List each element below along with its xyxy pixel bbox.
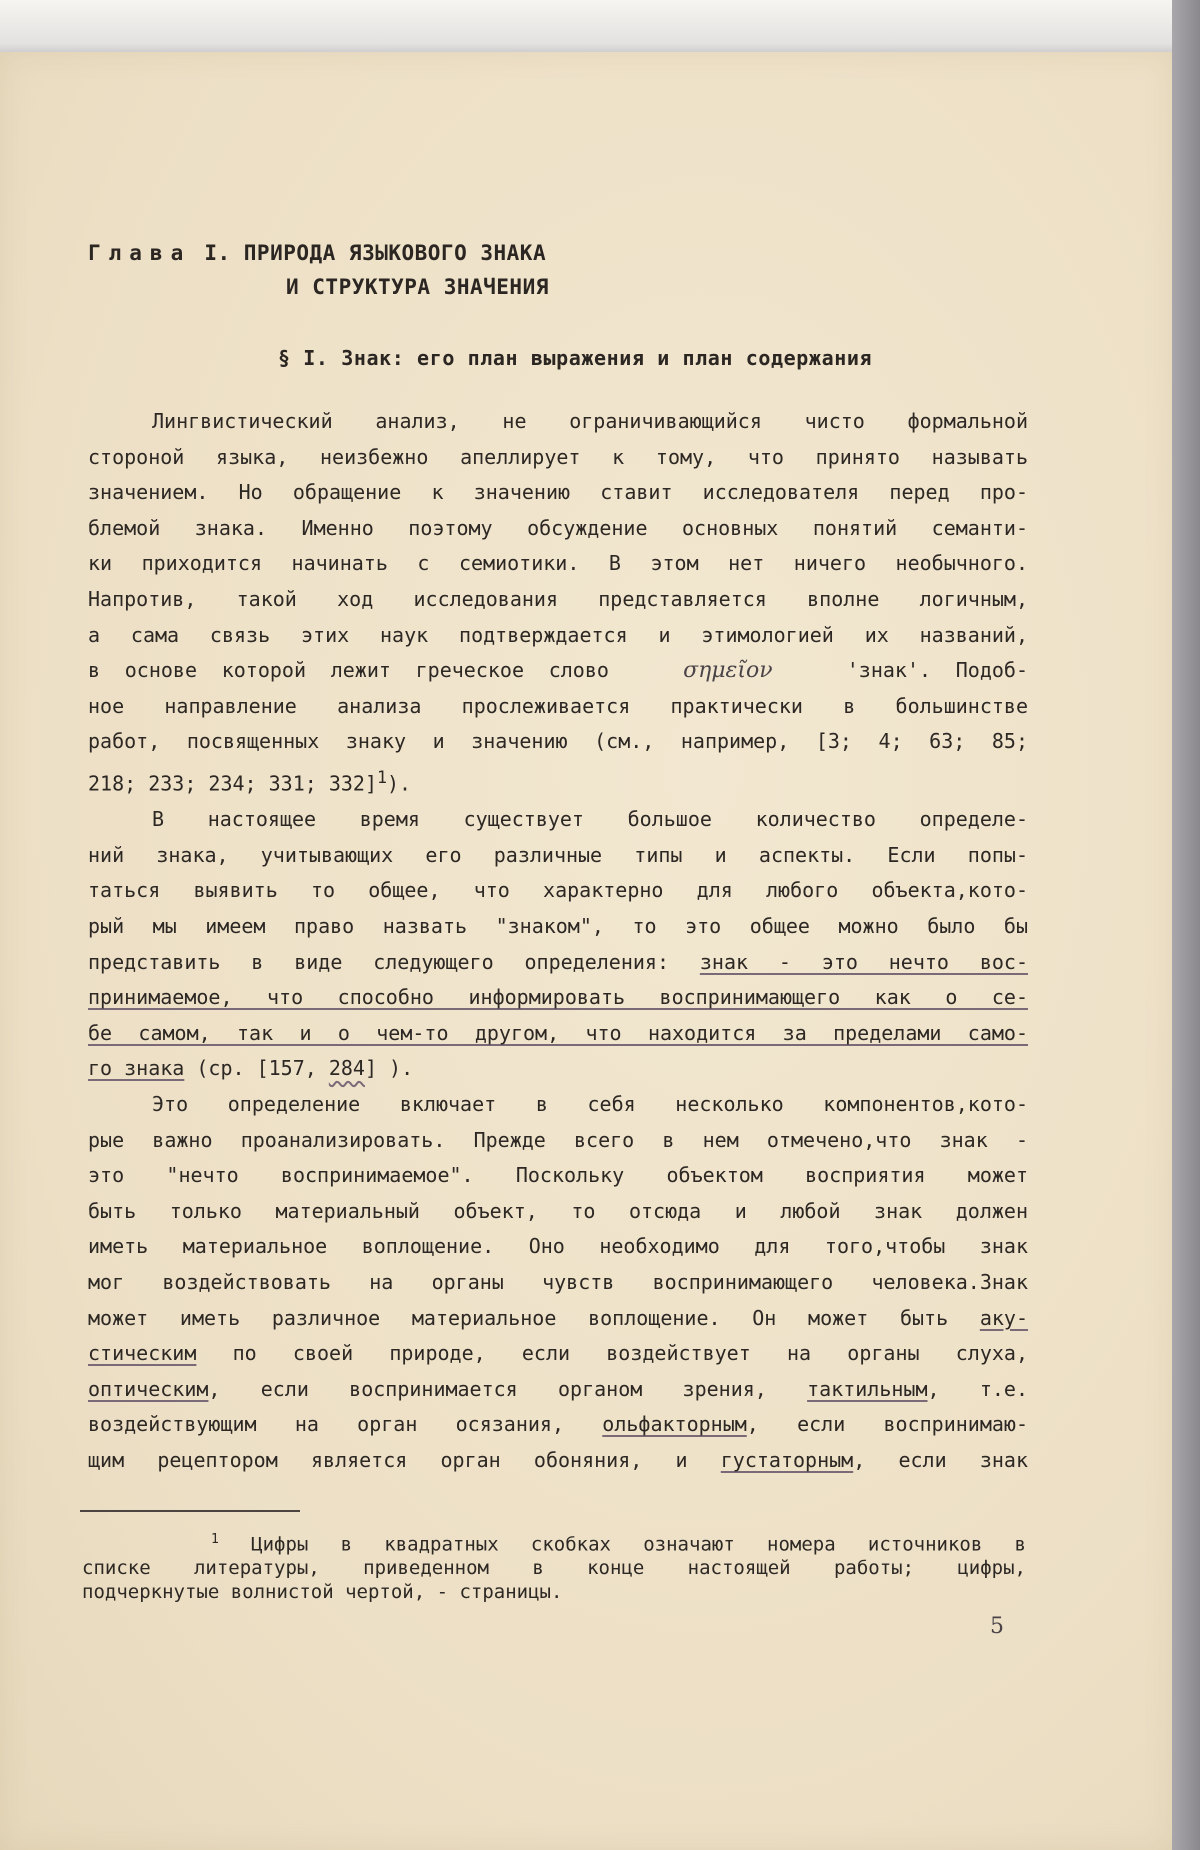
chapter-heading: [88, 236, 549, 304]
page-number: 5: [990, 1614, 1004, 1639]
paragraph-1: [88, 404, 1028, 802]
text-line: [88, 1336, 1028, 1372]
text-segment: , если воспринимаю-: [746, 1412, 1028, 1437]
text-segment: в основе которой лежит греческое слово: [88, 658, 609, 683]
underlined-definition: принимаемое, что способно информировать воспринимающего как о се-: [88, 985, 1028, 1010]
underlined-definition: бе самом, так и о чем-то другом, что находится за пределами само-: [88, 1020, 1028, 1045]
text-line: рый мы имеем право назвать "знаком", то это общее можно было бы: [88, 913, 1028, 938]
footnote-line: списке литературы, приведенном в конце настоящей работы; цифры,: [82, 1557, 1026, 1580]
footnote: [82, 1528, 1026, 1604]
text-segment: ).: [387, 771, 412, 796]
greek-word: σημεῖον: [683, 658, 773, 684]
scan-background-right: [1172, 0, 1200, 1850]
text-line: [88, 653, 1028, 689]
text-line: мог воздействовать на органы чувств воспринимающего человека.Знак: [88, 1269, 1028, 1294]
underlined-term: ольфакторным: [602, 1412, 747, 1437]
chapter-label: Глава: [88, 241, 192, 265]
text-segment: , т.е.: [927, 1376, 1028, 1401]
text-segment: 218; 233; 234; 331; 332]: [88, 771, 377, 796]
footnote-line: [82, 1528, 1026, 1556]
text-segment: Цифры в квадратных скобках означают номера источников в: [251, 1533, 1026, 1556]
underlined-term: густаторным: [720, 1447, 854, 1472]
underlined-term: оптическим: [88, 1376, 209, 1401]
footnote-line: подчеркнутые волнистой чертой, - страницы.: [82, 1581, 563, 1604]
text-line: [88, 1372, 1028, 1408]
text-segment: , если знак: [853, 1447, 1028, 1472]
text-segment: воздействующим на орган осязания,: [88, 1412, 565, 1437]
text-line: ний знака, учитывающих его различные типы и аспекты. Если попы-: [88, 842, 1028, 867]
text-segment: , если воспринимается органом зрения,: [208, 1376, 767, 1401]
text-line: [88, 1443, 1028, 1479]
text-line: иметь материальное воплощение. Оно необходимо для того,чтобы знак: [88, 1234, 1028, 1259]
text-line: а сама связь этих наук подтверждается и этимологией их названий,: [88, 622, 1028, 647]
text-line: [88, 1407, 1028, 1443]
body-text: [88, 404, 1028, 1478]
chapter-title-line-1: I. ПРИРОДА ЯЗЫКОВОГО ЗНАКА: [191, 241, 547, 265]
underlined-term: тактильным: [807, 1376, 928, 1401]
paragraph-2: [88, 802, 1028, 1087]
text-line: Напротив, такой ход исследования представляется вполне логичным,: [88, 586, 1028, 611]
text-segment: представить в виде следующего определения:: [88, 949, 669, 974]
underlined-term: стическим: [88, 1341, 197, 1366]
paragraph-3: [88, 1087, 1028, 1479]
text-line: В настоящее время существует большое количество определе-: [152, 807, 1028, 832]
text-segment: 'знак'. Подоб-: [846, 658, 1028, 683]
text-segment: по своей природе, если воздействует на органы слуха,: [196, 1341, 1028, 1366]
text-line: это "нечто воспринимаемое". Поскольку объектом восприятия может: [88, 1163, 1028, 1188]
text-line: рые важно проанализировать. Прежде всего в нем отмечено,что знак -: [88, 1127, 1028, 1152]
text-line: стороной языка, неизбежно апеллирует к тому, что принято называть: [88, 444, 1028, 469]
text-line: Это определение включает в себя несколько компонентов,кото-: [152, 1091, 1028, 1116]
footnote-separator: [80, 1510, 300, 1512]
text-line: ки приходится начинать с семиотики. В этом нет ничего необычного.: [88, 551, 1028, 576]
text-line: Лингвистический анализ, не ограничивающийся чисто формальной: [152, 409, 1028, 433]
text-line: значением. Но обращение к значению ставит исследователя перед про-: [88, 480, 1028, 505]
text-line: [88, 1016, 1028, 1052]
text-line: работ, посвященных знаку и значению (см., например, [3; 4; 63; 85;: [88, 729, 1028, 754]
text-line: блемой знака. Именно поэтому обсуждение основных понятий семанти-: [88, 515, 1028, 540]
text-line: [88, 1301, 1028, 1337]
underlined-term: аку-: [979, 1305, 1028, 1330]
underlined-definition: знак - это нечто вос-: [699, 949, 1028, 974]
text-line: [88, 760, 1028, 802]
underlined-definition: го знака: [88, 1056, 185, 1081]
text-line: [88, 945, 1028, 981]
chapter-title-line-2: И СТРУКТУРА ЗНАЧЕНИЯ: [286, 275, 549, 299]
text-line: быть только материальный объект, то отсюда и любой знак должен: [88, 1198, 1028, 1223]
text-line: [88, 1051, 1028, 1087]
text-segment: может иметь различное материальное воплощение. Он может быть: [88, 1305, 949, 1330]
footnote-reference: 1: [376, 767, 388, 787]
text-segment: (ср. [157,: [184, 1056, 329, 1081]
text-line: [88, 980, 1028, 1016]
text-line: ное направление анализа прослеживается практически в большинстве: [88, 693, 1028, 718]
footnote-marker: 1: [211, 1532, 219, 1547]
page-reference-wavy: 284: [328, 1056, 365, 1081]
text-segment: ] ).: [364, 1056, 414, 1081]
section-title: § I. Знак: его план выражения и план содержания: [278, 346, 873, 370]
text-segment: щим рецептором является орган обоняния, и: [88, 1447, 688, 1472]
text-line: таться выявить то общее, что характерно для любого объекта,кото-: [88, 878, 1028, 903]
